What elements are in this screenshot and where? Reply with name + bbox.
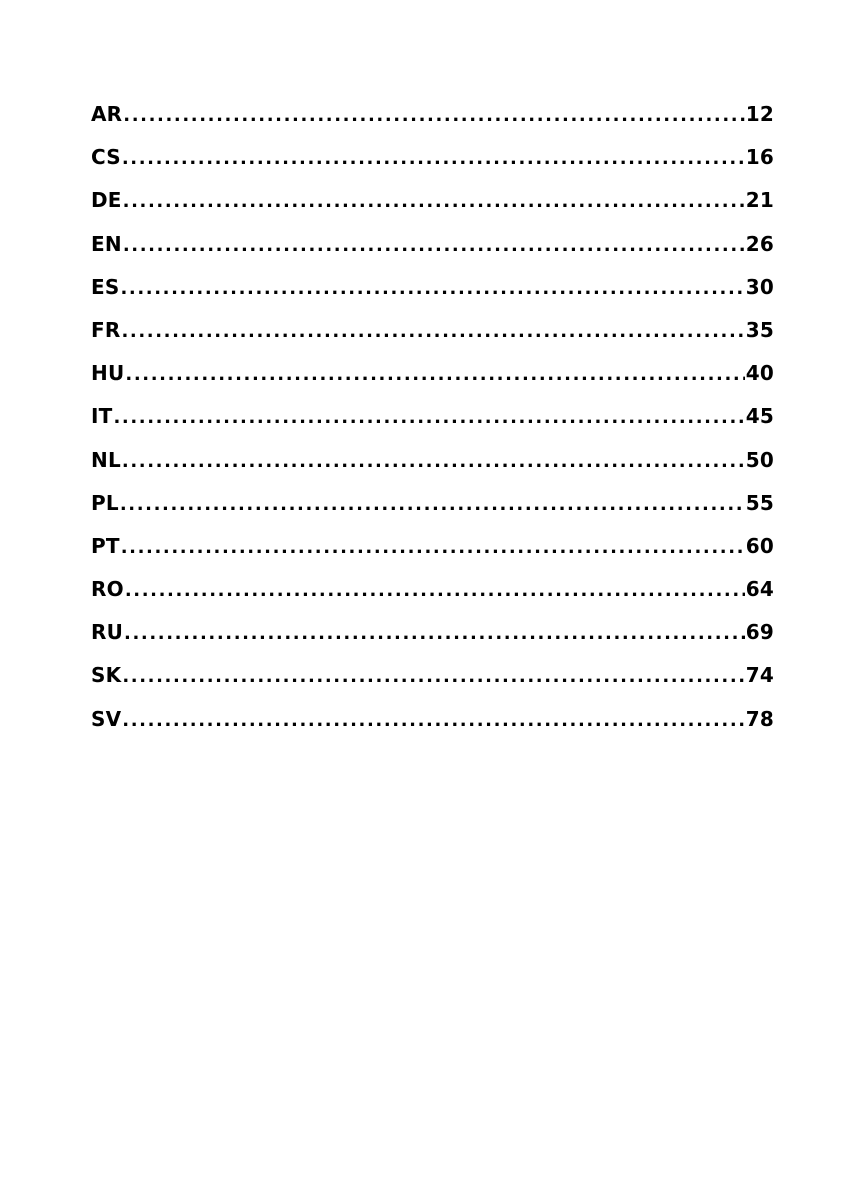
dot-leader bbox=[120, 267, 744, 310]
toc-entry-nl[interactable] bbox=[91, 439, 774, 482]
language-code: SV bbox=[91, 706, 122, 731]
dot-leader bbox=[125, 353, 744, 396]
page-number: 69 bbox=[745, 620, 774, 645]
dot-leader bbox=[113, 396, 744, 439]
dot-leader bbox=[120, 483, 745, 526]
toc-entry-ar[interactable] bbox=[91, 93, 774, 136]
page-number: 74 bbox=[745, 663, 774, 688]
dot-leader bbox=[124, 612, 745, 655]
language-code: CS bbox=[91, 145, 121, 170]
dot-leader bbox=[121, 526, 745, 569]
language-code: RO bbox=[91, 577, 124, 602]
language-code: FR bbox=[91, 317, 121, 342]
language-code: EN bbox=[91, 231, 122, 256]
toc-entry-pt[interactable] bbox=[91, 525, 774, 568]
page-number: 21 bbox=[745, 188, 774, 213]
language-code: SK bbox=[91, 663, 122, 688]
dot-leader bbox=[122, 655, 744, 698]
dot-leader bbox=[122, 137, 745, 180]
toc-entry-en[interactable] bbox=[91, 223, 774, 266]
dot-leader bbox=[122, 440, 745, 483]
page-number: 26 bbox=[745, 231, 774, 256]
language-table-of-contents bbox=[91, 93, 774, 741]
toc-entry-ro[interactable] bbox=[91, 568, 774, 611]
language-code: PL bbox=[91, 490, 119, 515]
language-code: RU bbox=[91, 620, 124, 645]
page-number: 35 bbox=[745, 317, 774, 342]
toc-entry-de[interactable] bbox=[91, 179, 774, 222]
page-number: 55 bbox=[745, 490, 774, 515]
language-code: AR bbox=[91, 102, 123, 126]
page-number: 50 bbox=[745, 447, 774, 472]
language-code: DE bbox=[91, 188, 122, 213]
dot-leader bbox=[123, 180, 745, 223]
dot-leader bbox=[123, 94, 744, 137]
dot-leader bbox=[123, 224, 745, 267]
toc-entry-es[interactable] bbox=[91, 266, 774, 309]
toc-entry-hu[interactable] bbox=[91, 352, 774, 395]
language-code: ES bbox=[91, 274, 120, 299]
dot-leader bbox=[125, 569, 745, 612]
page-number: 60 bbox=[745, 533, 774, 558]
toc-entry-it[interactable] bbox=[91, 395, 774, 438]
toc-entry-sk[interactable] bbox=[91, 654, 774, 697]
toc-entry-pl[interactable] bbox=[91, 482, 774, 525]
dot-leader bbox=[121, 310, 744, 353]
page-number: 30 bbox=[745, 274, 774, 299]
toc-entry-sv[interactable] bbox=[91, 698, 774, 741]
toc-entry-ru[interactable] bbox=[91, 611, 774, 654]
page-number: 45 bbox=[745, 404, 774, 429]
page-number: 78 bbox=[745, 706, 774, 731]
language-code: IT bbox=[91, 404, 113, 429]
language-code: NL bbox=[91, 447, 121, 472]
language-code: PT bbox=[91, 533, 120, 558]
page-number: 12 bbox=[745, 102, 774, 126]
dot-leader bbox=[122, 699, 744, 742]
language-code: HU bbox=[91, 361, 125, 386]
toc-entry-cs[interactable] bbox=[91, 136, 774, 179]
page-number: 40 bbox=[745, 361, 774, 386]
page-number: 64 bbox=[745, 577, 774, 602]
page-number: 16 bbox=[745, 145, 774, 170]
toc-entry-fr[interactable] bbox=[91, 309, 774, 352]
